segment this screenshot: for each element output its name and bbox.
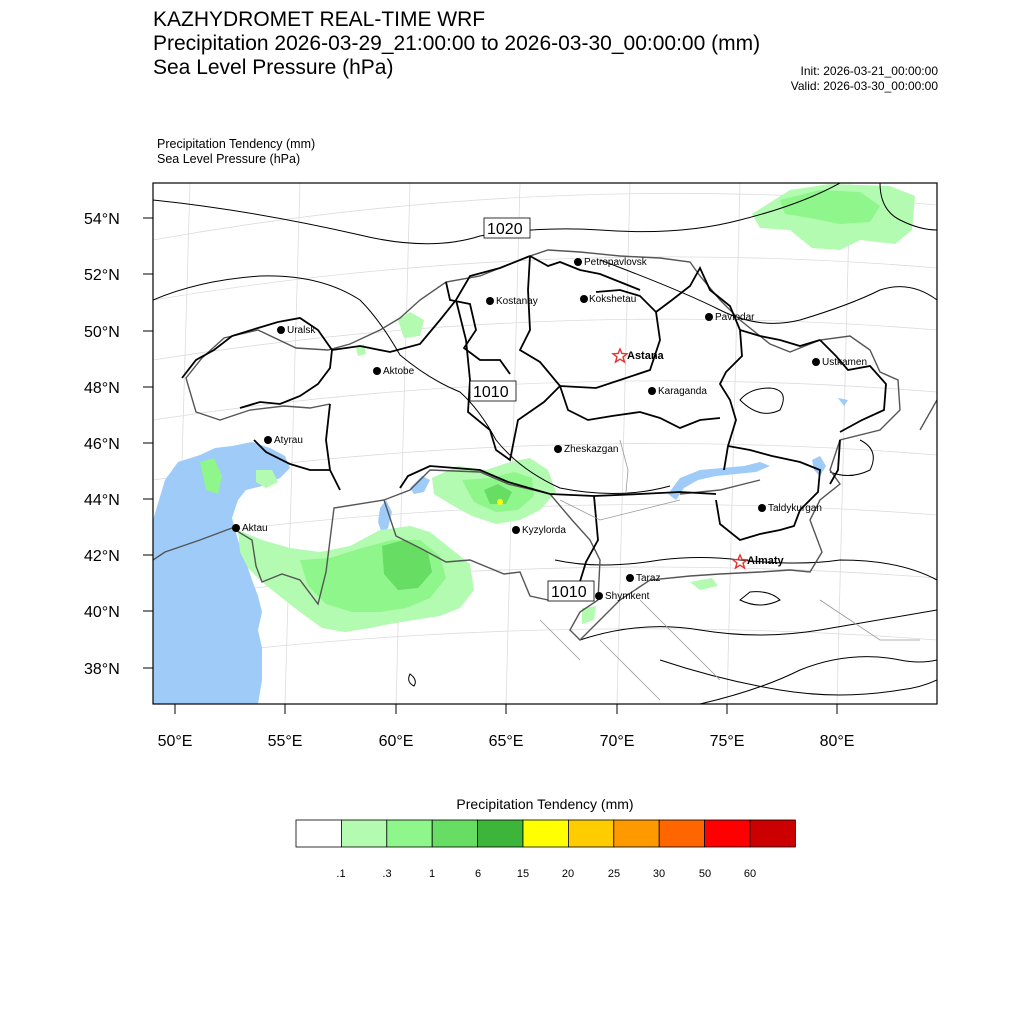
subtitle-slp: Sea Level Pressure (hPa) — [157, 152, 301, 166]
lon-label-65: 65°E — [488, 733, 524, 750]
colorbar-label: .1 — [336, 868, 346, 880]
lat-label-44: 44°N — [84, 492, 120, 509]
colorbar-title: Precipitation Tendency (mm) — [456, 796, 634, 812]
colorbar-label: 30 — [652, 868, 666, 880]
aral-sea-north — [410, 476, 430, 494]
lat-label-38: 38°N — [84, 661, 120, 678]
plot-frame — [153, 183, 937, 704]
graticule — [153, 183, 937, 704]
city-kokshetau: Kokshetau — [589, 294, 637, 305]
lat-label-40: 40°N — [84, 604, 120, 621]
colorbar-bin — [432, 820, 477, 847]
city-petropavlovsk: Petropavlovsk — [584, 257, 647, 268]
colorbar-bin — [568, 820, 613, 847]
city-aktobe: Aktobe — [383, 366, 415, 377]
city-taraz: Taraz — [636, 573, 661, 584]
lat-label-42: 42°N — [84, 548, 120, 565]
isobar-label-1010-south: 1010 — [551, 584, 587, 601]
city-taldykurgan: Taldykurgan — [768, 503, 822, 514]
colorbar — [296, 820, 795, 847]
precip-south-east — [690, 578, 718, 590]
city-almaty: Almaty — [747, 555, 784, 567]
lat-label-46: 46°N — [84, 436, 120, 453]
city-atyrau: Atyrau — [274, 435, 303, 446]
city-astana: Astana — [627, 350, 664, 362]
star-icon — [733, 555, 747, 568]
colorbar-bin — [523, 820, 568, 847]
valid-time: Valid: 2026-03-30_00:00:00 — [790, 79, 938, 93]
colorbar-bin — [478, 820, 523, 847]
colorbar-bin — [659, 820, 704, 847]
city-ustkamen: Ustkamen — [822, 357, 868, 368]
subtitle-precip: Precipitation Tendency (mm) — [157, 137, 316, 151]
lat-label-48: 48°N — [84, 380, 120, 397]
city-karaganda: Karaganda — [658, 386, 707, 397]
city-pavlodar: Pavlodar — [715, 312, 755, 323]
title-line-2: Precipitation 2026-03-29_21:00:00 to 2026-03-30_00:00:00 (mm) — [153, 32, 761, 55]
colorbar-bin — [341, 820, 386, 847]
city-zheskazgan: Zheskazgan — [564, 444, 619, 455]
colorbar-label: 6 — [474, 868, 482, 880]
colorbar-label: 50 — [698, 868, 712, 880]
colorbar-bin — [387, 820, 432, 847]
colorbar-bin — [296, 820, 341, 847]
lon-label-80: 80°E — [819, 733, 855, 750]
lat-label-52: 52°N — [84, 267, 120, 284]
lon-label-60: 60°E — [378, 733, 414, 750]
colorbar-label: 20 — [561, 868, 575, 880]
isobar-label-1010-north: 1010 — [473, 384, 509, 401]
colorbar-label: .3 — [382, 868, 392, 880]
title-line-3: Sea Level Pressure (hPa) — [153, 56, 394, 79]
colorbar-label: 15 — [516, 868, 530, 880]
lon-label-50: 50°E — [157, 733, 193, 750]
lon-label-55: 55°E — [267, 733, 303, 750]
lat-label-50: 50°N — [84, 324, 120, 341]
city-kyzylorda: Kyzylorda — [522, 525, 566, 536]
lat-label-54: 54°N — [84, 211, 120, 228]
precip-max-cell — [497, 499, 503, 505]
colorbar-label: 60 — [743, 868, 757, 880]
lon-label-70: 70°E — [599, 733, 635, 750]
colorbar-bin — [614, 820, 659, 847]
isobars — [153, 183, 937, 704]
city-shymkent: Shymkent — [605, 591, 650, 602]
colorbar-bin — [705, 820, 750, 847]
city-kostanay: Kostanay — [496, 296, 538, 307]
colorbar-label: 25 — [607, 868, 621, 880]
zaysan-lake — [838, 398, 848, 406]
title-line-1: KAZHYDROMET REAL-TIME WRF — [153, 8, 486, 31]
city-aktau: Aktau — [242, 523, 268, 534]
lat-axis — [84, 211, 153, 678]
star-icon — [613, 349, 627, 362]
colorbar-label: 1 — [428, 868, 436, 880]
lon-axis — [158, 704, 855, 750]
city-uralsk: Uralsk — [287, 325, 316, 336]
init-time: Init: 2026-03-21_00:00:00 — [800, 64, 938, 78]
isobar-label-1020: 1020 — [487, 221, 523, 238]
oblast-borders — [182, 256, 886, 598]
colorbar-bin — [750, 820, 795, 847]
lon-label-75: 75°E — [709, 733, 745, 750]
